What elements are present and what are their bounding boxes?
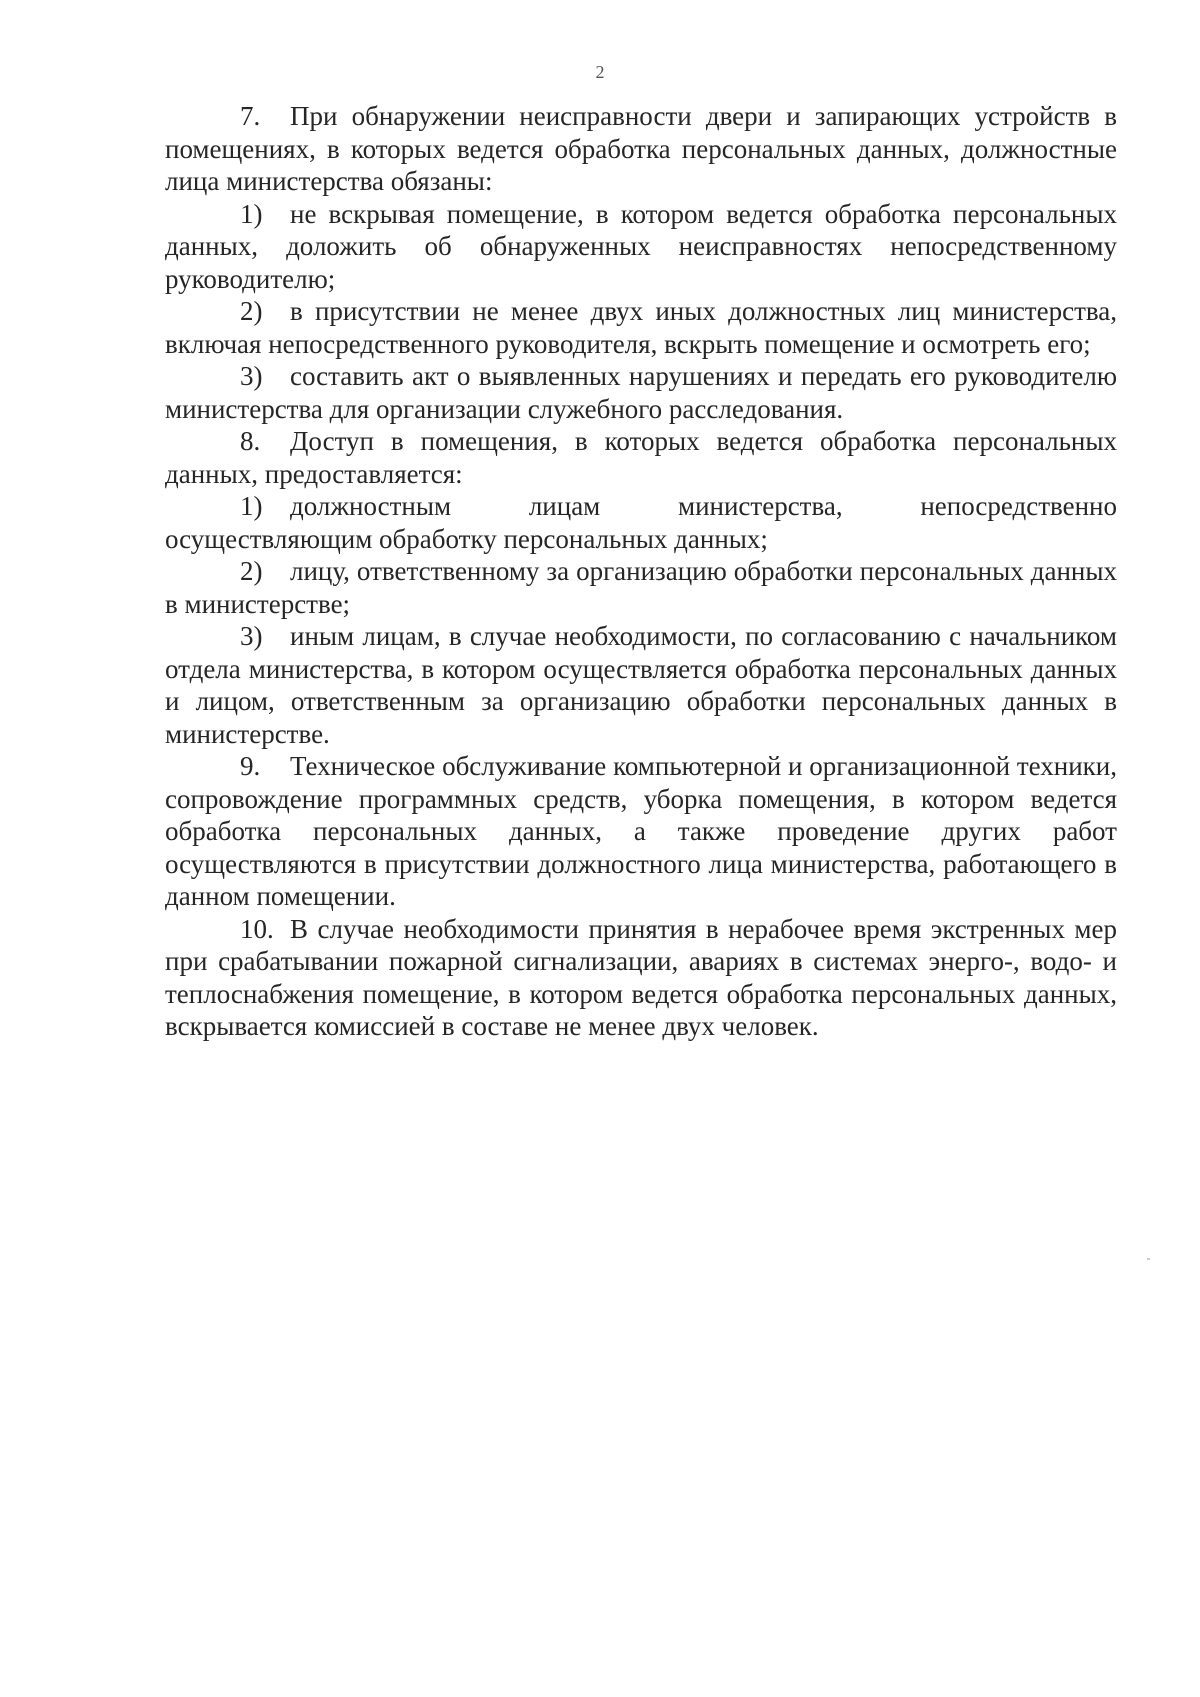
paragraph-number: 7. [240, 101, 261, 131]
paragraph-9 [165, 750, 1117, 913]
paragraph-number: 2) [240, 296, 263, 326]
paragraph-text: в присутствии не менее двух иных должностных лиц министерства, включая непосредственного руководителя, вскрыть помещение и осмотреть его; [165, 296, 1117, 359]
document-body [165, 100, 1117, 1043]
paragraph-7-item-2 [165, 295, 1117, 360]
paragraph-text: иным лицам, в случае необходимости, по согласованию с начальником отдела министерства, в котором осуществляется обработка персональных данных и лицом, ответственным за организацию обработки персональных данных в министерстве. [165, 621, 1117, 749]
paragraph-text: При обнаружении неисправности двери и запирающих устройств в помещениях, в которых ведется обработка персональных данных, должностные лица министерства обязаны: [165, 101, 1117, 196]
paragraph-8-item-3 [165, 620, 1117, 750]
paragraph-7-item-3 [165, 360, 1117, 425]
paragraph-number: 3) [240, 621, 263, 651]
paragraph-text: В случае необходимости принятия в нерабочее время экстренных мер при срабатывании пожарной сигнализации, авариях в системах энерго-, водо- и теплоснабжения помещение, в котором ведется обработка персональных данных, вскрывается комиссией в составе не менее двух человек. [165, 913, 1117, 1041]
paragraph-7 [165, 100, 1117, 198]
paragraph-number: 1) [240, 491, 263, 521]
paragraph-number: 2) [240, 556, 263, 586]
paragraph-text: составить акт о выявленных нарушениях и передать его руководителю министерства для организации служебного расследования. [165, 361, 1117, 424]
paragraph-10 [165, 913, 1117, 1043]
paragraph-8-item-1 [165, 490, 1117, 555]
paragraph-number: 1) [240, 198, 263, 229]
paragraph-8 [165, 425, 1117, 490]
paragraph-number: 8. [240, 426, 261, 456]
paragraph-text: должностным лицам министерства, непосредственно осуществляющим обработку персональных данных; [165, 491, 1117, 554]
page-number: 2 [595, 62, 605, 82]
paragraph-7-item-1 [165, 198, 1117, 296]
paragraph-number: 10. [240, 913, 274, 944]
paragraph-number: 9. [240, 751, 261, 781]
paragraph-text: не вскрывая помещение, в котором ведется обработка персональных данных, доложить об обнаруженных неисправностях непосредственному руководителю; [165, 198, 1117, 294]
paragraph-text: Доступ в помещения, в которых ведется обработка персональных данных, предоставляется: [165, 426, 1117, 489]
paragraph-text: Техническое обслуживание компьютерной и организационной техники, сопровождение программных средств, уборка помещения, в котором ведется обработка персональных данных, а также проведение других работ осуществляются в присутствии должностного лица министерства, работающего в данном помещении. [165, 751, 1117, 911]
paragraph-number: 3) [240, 361, 263, 391]
paragraph-8-item-2 [165, 555, 1117, 620]
scan-speck [1147, 1258, 1150, 1260]
paragraph-text: лицу, ответственному за организацию обработки персональных данных в министерстве; [165, 556, 1117, 619]
